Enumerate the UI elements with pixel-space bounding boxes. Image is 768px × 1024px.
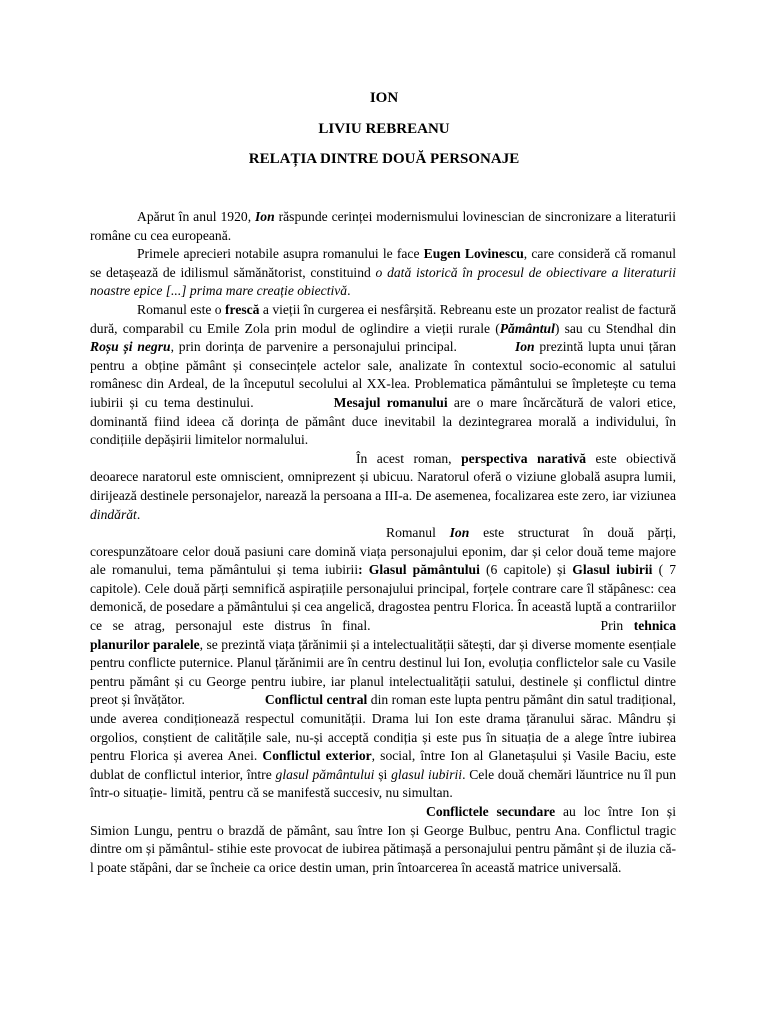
paragraph-intro: Apărut în anul 1920, Ion răspunde cerinței modernismului lovinescian de sincronizare a literaturii române cu cea europeană. [90,209,676,243]
essay-subtitle: RELAȚIA DINTRE DOUĂ PERSONAJE [248,151,520,167]
paragraph-lovinescu: Primele aprecieri notabile asupra romanului le face Eugen Lovinescu, care consideră că romanul se detașează de idilismul sămănătorist, constituind o dată istorică în procesul de obiectivare a literaturii noastre epice [...] prima mare creație obiectivă. [90,246,677,299]
essay-body [90,208,676,877]
paragraph-fresca: Romanul este o frescă a vieții în curgerea ei nesfârșită. Rebreanu este un prozator realist de factură dură, comparabil cu Emile Zola prin modul de oglindire a vieții rurale (Pământul) sau cu Stendhal din Roșu și negru, prin dorința de parvenire a personajului principal. Ion prezintă lupta unui țăran pentru a obține pământ și consecințele actelor sale, analizate în contextul socio-economic al satului românesc din Ardeal, de la începutul secolului al XX-lea. Problematica pământului se împletește cu tema iubirii și cu tema destinului. Mesajul romanului are o mare încărcătură de valori etice, dominantă fiind ideea că dorința de pământ duce inevitabil la dezintegrarea morală a individului, în condițiile depășirii limitelor normalului. [90,301,677,448]
author-name: LIVIU REBREANU [318,121,450,137]
paragraph-structura: Romanul Ion este structurat în două părți, corespunzătoare celor două pasiuni care domină viața personajului eponim, dar și celor două teme majore ale romanului, tema pământului și tema iubirii: Glasul pământului (6 capitole) și Glasul iubirii ( 7 capitole). Cele două părți semnifică aspirațiile personajului principal, forțele contrare care îl stăpânesc: cea demonică, de posedare a pământului și cea angelică, dragostea pentru Florica. În această luptă a contrariilor ce se atrag, personajul este distrus în final. Prin tehnica planurilor paralele, se prezintă viața țărănimii și a intelectualității sătești, dar și diverse momente esențiale pentru conflicte puternice. Planul țărănimii are în centru destinul lui Ion, evoluția conflictelor sale cu Vasile pentru pământ și cu George pentru iubire, iar planul intelectualității satului, destinele și conflictul dintre preot și învățător. Conflictul central din roman este lupta pentru pământ din satul tradițional, unde averea condiționează respectul comunității. Drama lui Ion este drama țăranului sărac. Mândru și orgolios, conștient de calitățile sale, nu-și acceptă condiția și este pus în situația de a alege între iubirea pentru Florica și averea Anei. Conflictul exterior, social, între Ion al Glanetașului și Vasile Baciu, este dublat de conflictul interior, între glasul pământului și glasul iubirii. Cele două chemări lăuntrice nu îl pun într-o situație- limită, pentru că se manifestă succesiv, nu simultan. [90,525,677,801]
paragraph-perspectiva: În acest roman, perspectiva narativă este obiectivă deoarece naratorul este omniscient, omniprezent și ubicuu. Naratorul oferă o viziune globală asupra lumii, dirijează destinele personajelor, narează la persoana a III-a. De asemenea, focalizarea este zero, iar viziunea dindărăt. [90,450,676,522]
book-title: ION [369,90,399,106]
paragraph-conflicte-secundare: Conflictele secundare au loc între Ion și Simion Lungu, pentru o brazdă de pământ, sau între Ion și George Bulbuc, pentru Ana. Conflictul tragic dintre om și pământul- stihie este provocat de iubirea pătimașă a personajului pentru pământ și de iluzia că-l poate stăpâni, dar se încheie ca orice destin uman, prin întoarcerea în această matrice universală. [90,804,676,875]
